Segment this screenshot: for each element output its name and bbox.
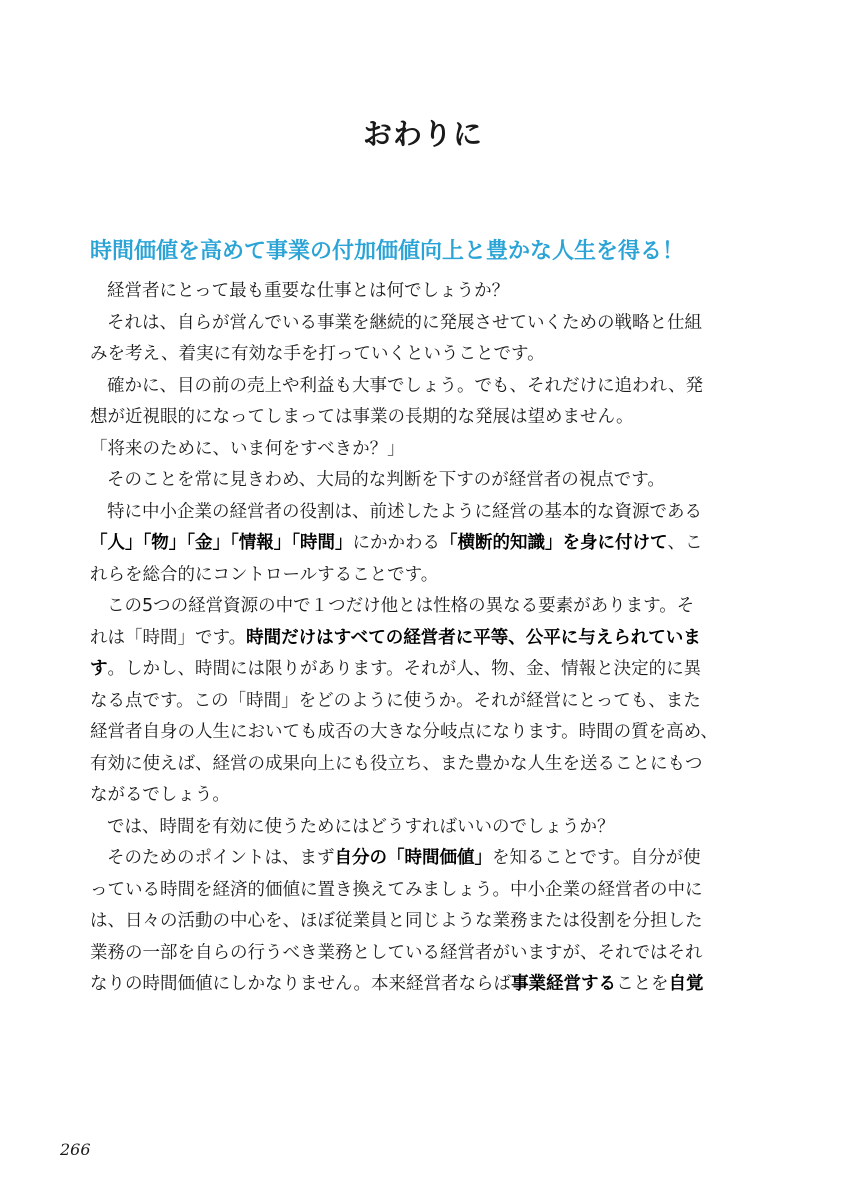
- text-line: [90, 528, 758, 560]
- text-line: [90, 465, 758, 497]
- text-line: [90, 875, 758, 907]
- bold-text-segment: 自分の「時間価値」: [334, 848, 492, 868]
- text-line: [90, 623, 758, 655]
- text-segment: 経営者自身の人生においても成否の大きな分岐点になります。時間の質を高め、: [90, 722, 718, 742]
- text-segment: では、時間を有効に使うためにはどうすればいいのでしょうか？: [107, 816, 615, 837]
- text-segment: なりの時間価値にしかなりません。本来経営者ならば: [90, 974, 512, 994]
- text-segment: 確かに、目の前の売上や利益も大事でしょう。でも、それだけに追われ、発: [107, 375, 704, 396]
- text-line: [90, 308, 758, 340]
- text-segment: ながるでしょう。: [90, 785, 230, 805]
- chapter-title: おわりに: [362, 117, 483, 151]
- text-line: [90, 591, 758, 623]
- text-line: [90, 434, 758, 466]
- text-segment: この5つの経営資源の中で１つだけ他とは性格の異なる要素があります。そ: [107, 596, 695, 616]
- text-segment: は、日々の活動の中心を、ほぼ従業員と同じような業務または役割を分担した: [90, 911, 703, 931]
- text-segment: 「将来のために、いま何をすべきか？」: [90, 438, 405, 459]
- text-line: [90, 749, 758, 781]
- body-text: [90, 276, 758, 1001]
- text-segment: 有効に使えば、経営の成果向上にも役立ち、また豊かな人生を送ることにもつ: [90, 753, 703, 774]
- text-line: [90, 371, 758, 403]
- text-segment: 経営者にとって最も重要な仕事とは何でしょうか？: [107, 281, 510, 301]
- text-segment: 。しかし、時間には限りがあります。それが人、物、金、情報と決定的に異: [107, 659, 702, 679]
- text-segment: を知ることです。自分が使: [492, 848, 701, 868]
- text-line: [90, 276, 758, 308]
- page-number: 266: [60, 1140, 91, 1159]
- bold-text-segment: 自覚: [668, 974, 704, 994]
- text-segment: 特に中小企業の経営者の役割は、前述したように経営の基本的な資源である: [107, 501, 702, 522]
- text-line: [90, 402, 758, 434]
- text-segment: にかかわる: [352, 533, 440, 553]
- text-segment: なる点です。この「時間」をどのように使うか。それが経営にとっても、また: [90, 690, 701, 711]
- text-line: [90, 843, 758, 875]
- text-line: [90, 906, 758, 938]
- text-segment: 想が近視眼的になってしまっては事業の長期的な発展は望めません。: [90, 407, 634, 427]
- text-line: [90, 938, 758, 970]
- text-segment: みを考え、着実に有効な手を打っていくということです。: [90, 344, 545, 364]
- bold-text-segment: 「横断的知識」を身に付けて: [440, 533, 668, 553]
- text-segment: 、こ: [667, 533, 703, 553]
- section-heading: 時間価値を高めて事業の付加価値向上と豊かな人生を得る！: [90, 239, 685, 264]
- text-line: [90, 969, 758, 1001]
- text-line: [90, 497, 758, 529]
- bold-text-segment: 「人」「物」「金」「情報」「時間」: [90, 533, 353, 553]
- text-line: [90, 717, 758, 749]
- text-line: [90, 686, 758, 718]
- text-segment: っている時間を経済的価値に置き換えてみましょう。中小企業の経営者の中に: [90, 879, 703, 900]
- text-segment: ことを: [616, 974, 669, 994]
- text-line: [90, 780, 758, 812]
- text-segment: そのことを常に見きわめ、大局的な判断を下すのが経営者の視点です。: [107, 470, 665, 490]
- text-line: [90, 560, 758, 592]
- text-line: [90, 812, 758, 844]
- bold-text-segment: す: [90, 659, 108, 679]
- text-segment: それは、自らが営んでいる事業を継続的に発展させていくための戦略と仕組: [107, 312, 702, 333]
- text-segment: 業務の一部を自らの行うべき業務としている経営者がいますが、それではそれ: [90, 942, 703, 963]
- bold-text-segment: 時間だけはすべての経営者に平等、公平に与えられていま: [246, 627, 701, 648]
- text-line: [90, 654, 758, 686]
- bold-text-segment: 事業経営する: [511, 974, 617, 994]
- text-segment: れは「時間」です。: [90, 627, 247, 648]
- text-line: [90, 339, 758, 371]
- text-segment: れらを総合的にコントロールすることです。: [90, 564, 439, 585]
- text-segment: そのためのポイントは、まず: [107, 848, 335, 868]
